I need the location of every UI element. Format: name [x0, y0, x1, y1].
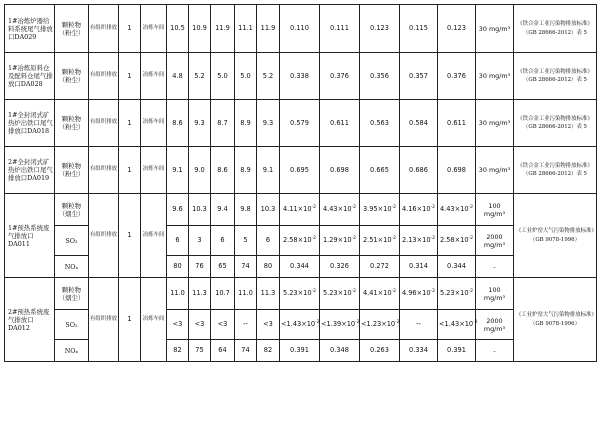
- pollutant-name: NOₓ: [55, 340, 89, 362]
- rate-value: 0.391: [280, 340, 320, 362]
- pollutant-name: 颗粒物（粉尘）: [55, 53, 89, 100]
- pollutant-name: SO₂: [55, 226, 89, 256]
- rate-value: $2.58\times 10^{-2}$: [280, 226, 320, 256]
- concentration-value: 11.1: [235, 5, 257, 53]
- table-row: [5, 5, 597, 53]
- outlet-count: 1: [119, 5, 141, 53]
- rate-value: 0.263: [360, 340, 400, 362]
- pollutant-name: 颗粒物（粉尘）: [55, 100, 89, 147]
- concentration-value: <3: [189, 310, 211, 340]
- rate-value: 0.314: [400, 256, 438, 278]
- concentration-max: 82: [257, 340, 280, 362]
- outlet-count: 1: [119, 278, 141, 362]
- rate-value: 0.584: [400, 100, 438, 147]
- outlet-name: 1#冶炼原料仓及配料仓尾气排放口DA028: [5, 53, 55, 100]
- pollutant-name: 颗粒物（粉尘）: [55, 147, 89, 194]
- concentration-max: <3: [257, 310, 280, 340]
- concentration-value: 10.7: [211, 278, 235, 310]
- rate-max: $5.23\times 10^{-2}$: [438, 278, 476, 310]
- rate-value: $<1.23\times 10^{-2}$: [360, 310, 400, 340]
- rate-max: 0.344: [438, 256, 476, 278]
- rate-value: 0.110: [280, 5, 320, 53]
- rate-value: 0.123: [360, 5, 400, 53]
- concentration-value: 82: [167, 340, 189, 362]
- concentration-value: 8.6: [167, 100, 189, 147]
- rate-value: $4.16\times 10^{-2}$: [400, 194, 438, 226]
- concentration-max: 11.3: [257, 278, 280, 310]
- rate-value: 0.334: [400, 340, 438, 362]
- concentration-value: 5.2: [189, 53, 211, 100]
- concentration-value: 65: [211, 256, 235, 278]
- concentration-value: 6: [211, 226, 235, 256]
- workshop: 冶炼车间: [141, 100, 167, 147]
- concentration-value: 9.6: [167, 194, 189, 226]
- limit-value: 100 mg/m³: [476, 194, 514, 226]
- emission-method: 有组织排放: [89, 100, 119, 147]
- rate-value: 0.115: [400, 5, 438, 53]
- outlet-name: 2#预热系统废气排放口DA012: [5, 278, 55, 362]
- workshop: 冶炼车间: [141, 278, 167, 362]
- rate-value: 0.348: [320, 340, 360, 362]
- concentration-value: --: [235, 310, 257, 340]
- concentration-value: 74: [235, 256, 257, 278]
- rate-value: 0.686: [400, 147, 438, 194]
- rate-max: 0.123: [438, 5, 476, 53]
- rate-value: $3.95\times 10^{-2}$: [360, 194, 400, 226]
- workshop: 冶炼车间: [141, 5, 167, 53]
- limit-value: 2000 mg/m³: [476, 310, 514, 340]
- concentration-value: 11.3: [189, 278, 211, 310]
- limit-value: 2000 mg/m³: [476, 226, 514, 256]
- rate-value: $4.11\times 10^{-2}$: [280, 194, 320, 226]
- concentration-value: 9.0: [189, 147, 211, 194]
- rate-value: $<1.43\times 10^{-2}$: [280, 310, 320, 340]
- rate-value: 0.665: [360, 147, 400, 194]
- emission-method: 有组织排放: [89, 5, 119, 53]
- concentration-value: 9.3: [189, 100, 211, 147]
- concentration-value: 9.8: [235, 194, 257, 226]
- concentration-value: 9.4: [211, 194, 235, 226]
- rate-value: 0.579: [280, 100, 320, 147]
- rate-value: $5.23\times 10^{-2}$: [280, 278, 320, 310]
- emission-method: 有组织排放: [89, 194, 119, 278]
- concentration-max: 6: [257, 226, 280, 256]
- standard-ref: 《铁合金工业污染物排放标准》（GB 28666-2012）表 5: [514, 5, 597, 53]
- concentration-value: 10.9: [189, 5, 211, 53]
- concentration-value: 80: [167, 256, 189, 278]
- pollutant-name: 颗粒物（烟尘）: [55, 194, 89, 226]
- rate-max: $2.58\times 10^{-2}$: [438, 226, 476, 256]
- concentration-value: 11.0: [167, 278, 189, 310]
- limit-value: 30 mg/m³: [476, 5, 514, 53]
- table-row: [5, 53, 597, 100]
- standard-ref: 《工业炉窑大气污染物排放标准》（GB 9078-1996）: [514, 194, 597, 278]
- rate-value: $<1.39\times 10^{-2}$: [320, 310, 360, 340]
- outlet-count: 1: [119, 100, 141, 147]
- outlet-name: 1#全封闭式矿热炉出铁口尾气排放口DA018: [5, 100, 55, 147]
- concentration-value: 5: [235, 226, 257, 256]
- workshop: 冶炼车间: [141, 53, 167, 100]
- pollutant-name: 颗粒物（粉尘）: [55, 5, 89, 53]
- outlet-name: 2#全封闭式矿热炉出铁口尾气排放口DA019: [5, 147, 55, 194]
- standard-ref: 《铁合金工业污染物排放标准》（GB 28666-2012）表 5: [514, 147, 597, 194]
- concentration-max: 5.2: [257, 53, 280, 100]
- standard-ref: 《铁合金工业污染物排放标准》（GB 28666-2012）表 5: [514, 53, 597, 100]
- rate-value: 0.611: [320, 100, 360, 147]
- rate-value: $1.29\times 10^{-2}$: [320, 226, 360, 256]
- rate-value: 0.344: [280, 256, 320, 278]
- rate-value: 0.338: [280, 53, 320, 100]
- rate-max: $4.43\times 10^{-2}$: [438, 194, 476, 226]
- concentration-max: 9.3: [257, 100, 280, 147]
- concentration-value: 8.6: [211, 147, 235, 194]
- rate-value: $4.43\times 10^{-2}$: [320, 194, 360, 226]
- rate-value: 0.376: [320, 53, 360, 100]
- limit-value: 30 mg/m³: [476, 147, 514, 194]
- outlet-name: 1#预热系统废气排放口DA011: [5, 194, 55, 278]
- concentration-value: 75: [189, 340, 211, 362]
- rate-value: 0.698: [320, 147, 360, 194]
- emission-method: 有组织排放: [89, 278, 119, 362]
- table-row: [5, 194, 597, 226]
- table-row: [5, 147, 597, 194]
- rate-value: 0.272: [360, 256, 400, 278]
- outlet-name: 1#冶炼炉器给料系统尾气排放口DA029: [5, 5, 55, 53]
- concentration-value: 4.8: [167, 53, 189, 100]
- concentration-value: 8.9: [235, 147, 257, 194]
- concentration-value: 76: [189, 256, 211, 278]
- concentration-value: 5.0: [235, 53, 257, 100]
- emission-method: 有组织排放: [89, 147, 119, 194]
- concentration-value: 8.7: [211, 100, 235, 147]
- rate-value: $2.51\times 10^{-2}$: [360, 226, 400, 256]
- rate-max: 0.698: [438, 147, 476, 194]
- pollutant-name: NOₓ: [55, 256, 89, 278]
- rate-max: 0.376: [438, 53, 476, 100]
- concentration-value: 8.9: [235, 100, 257, 147]
- concentration-value: 11.0: [235, 278, 257, 310]
- outlet-count: 1: [119, 147, 141, 194]
- rate-value: 0.695: [280, 147, 320, 194]
- standard-ref: 《铁合金工业污染物排放标准》（GB 28666-2012）表 5: [514, 100, 597, 147]
- workshop: 冶炼车间: [141, 194, 167, 278]
- rate-value: 0.111: [320, 5, 360, 53]
- rate-value: 0.356: [360, 53, 400, 100]
- rate-value: $4.41\times 10^{-2}$: [360, 278, 400, 310]
- concentration-value: 10.3: [189, 194, 211, 226]
- concentration-max: 10.3: [257, 194, 280, 226]
- limit-value: -: [476, 256, 514, 278]
- rate-max: $<1.43\times 10^{-2}$: [438, 310, 476, 340]
- emission-method: 有组织排放: [89, 53, 119, 100]
- concentration-max: 9.1: [257, 147, 280, 194]
- workshop: 冶炼车间: [141, 147, 167, 194]
- outlet-count: 1: [119, 53, 141, 100]
- limit-value: -: [476, 340, 514, 362]
- concentration-max: 80: [257, 256, 280, 278]
- limit-value: 30 mg/m³: [476, 53, 514, 100]
- rate-value: $4.96\times 10^{-2}$: [400, 278, 438, 310]
- limit-value: 100 mg/m³: [476, 278, 514, 310]
- concentration-value: 10.5: [167, 5, 189, 53]
- concentration-value: 5.0: [211, 53, 235, 100]
- table-row: [5, 278, 597, 310]
- concentration-value: 6: [167, 226, 189, 256]
- rate-max: 0.611: [438, 100, 476, 147]
- concentration-value: 11.9: [211, 5, 235, 53]
- rate-value: --: [400, 310, 438, 340]
- concentration-value: <3: [167, 310, 189, 340]
- rate-max: 0.391: [438, 340, 476, 362]
- pollutant-name: SO₂: [55, 310, 89, 340]
- rate-value: $5.23\times 10^{-2}$: [320, 278, 360, 310]
- rate-value: 0.326: [320, 256, 360, 278]
- concentration-value: 9.1: [167, 147, 189, 194]
- concentration-value: 64: [211, 340, 235, 362]
- standard-ref: 《工业炉窑大气污染物排放标准》（GB 9078-1996）: [514, 278, 597, 362]
- concentration-max: 11.9: [257, 5, 280, 53]
- table-row: [5, 100, 597, 147]
- emission-monitoring-table: [4, 4, 597, 362]
- limit-value: 30 mg/m³: [476, 100, 514, 147]
- concentration-value: <3: [211, 310, 235, 340]
- concentration-value: 3: [189, 226, 211, 256]
- outlet-count: 1: [119, 194, 141, 278]
- pollutant-name: 颗粒物（烟尘）: [55, 278, 89, 310]
- concentration-value: 74: [235, 340, 257, 362]
- rate-value: 0.563: [360, 100, 400, 147]
- rate-value: $2.13\times 10^{-2}$: [400, 226, 438, 256]
- rate-value: 0.357: [400, 53, 438, 100]
